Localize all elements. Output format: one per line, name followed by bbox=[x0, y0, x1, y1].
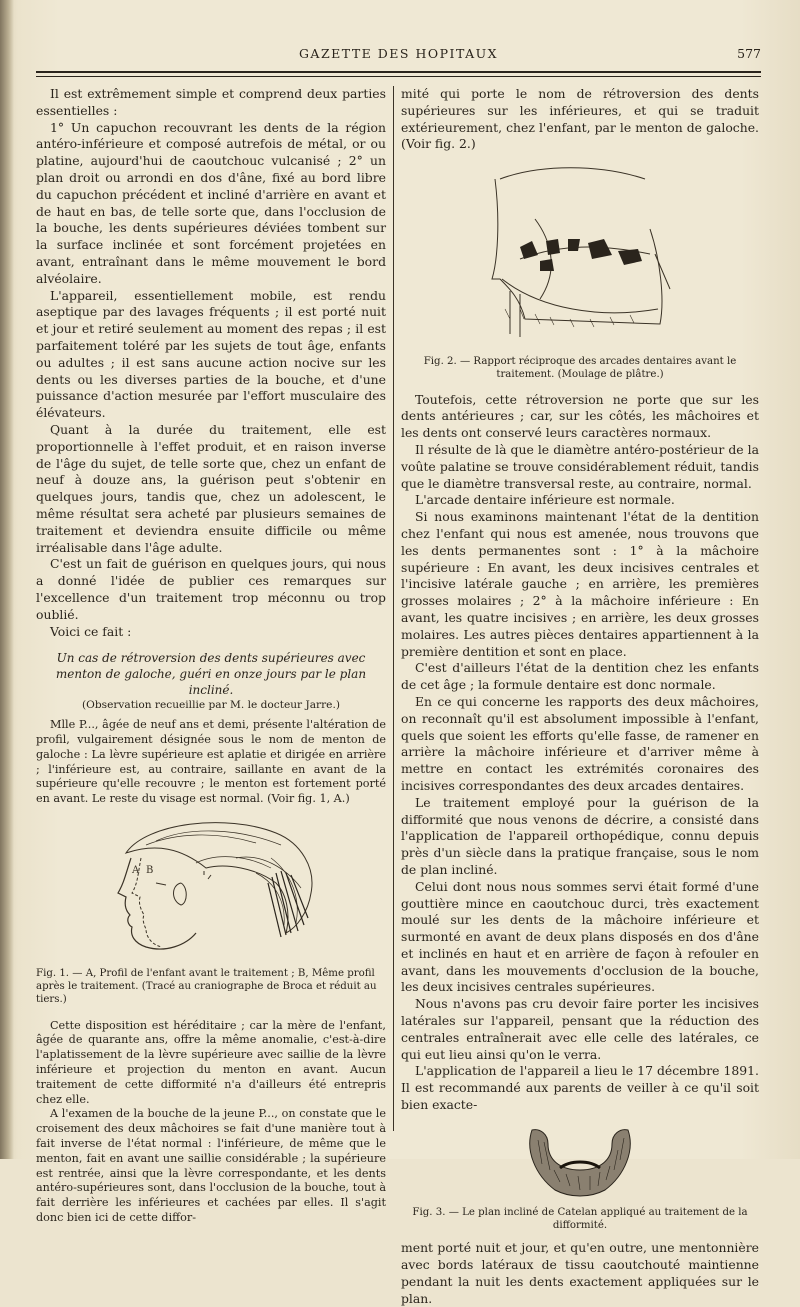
profile-sketch-image bbox=[86, 813, 336, 961]
paragraph: Nous n'avons pas cru devoir faire porter les incisives latérales sur l'appareil, pensant que la réduction des centrales entraînerait avec elle celle des latérales, ce qui eut lieu ainsi qu'on le verra. bbox=[401, 996, 759, 1062]
figure-1-profile-drawing bbox=[86, 813, 336, 961]
running-header bbox=[36, 46, 761, 66]
paragraph: Celui dont nous nous sommes servi était formé d'une gouttière mince en caoutchouc durci, très exactement moulé sur les dents de la mâchoire inférieure et surmonté en avant de deux plans disposés en dos d'âne et inclinés en haut et en arrière de façon à refouler en avant, dans les mouvements d'occlusion de la bouche, les deux incisives centrales supérieures. bbox=[401, 878, 759, 995]
paragraph: ment porté nuit et jour, et qu'en outre, une mentonnière avec bords latéraux de tissu caoutchouté maintienne pendant la nuit les dents exactement appliquées sur le plan. bbox=[401, 1240, 759, 1306]
paragraph: Toutefois, cette rétroversion ne porte que sur les dents antérieures ; car, sur les côtés, les mâchoires et les dents ont conservé leurs caractères normaux. bbox=[401, 391, 759, 441]
figure-label-b: B bbox=[146, 865, 154, 877]
paragraph: mité qui porte le nom de rétroversion des dents supérieures sur les inférieures, et qui se traduit extérieurement, chez l'enfant, par le menton de galoche. (Voir fig. 2.) bbox=[401, 86, 759, 152]
paragraph: L'appareil, essentiellement mobile, est rendu aseptique par des lavages fréquents ; il est porté nuit et jour et retiré seulement au moment des repas ; il est parfaitement toléré par les sujets de tout âge, enfants ou adultes ; il est sans aucune action nocive sur les dents ou les diverses parties de la bouche, et d'une puissance d'action mesurée par l'effort musculaire des élévateurs. bbox=[36, 287, 386, 421]
paragraph: Quant à la durée du traitement, elle est proportionnelle à l'effet produit, et en raison inverse de l'âge du sujet, de telle sorte que, chez un enfant de neuf à douze ans, la guérison peut s'obtenir en quelques jours, tandis que, chez un adolescent, le même résultat sera acheté par plusieurs semaines de traitement et deviendra ensuite difficile ou même irréalisable dans l'âge adulte. bbox=[36, 421, 386, 555]
header-rule-thin bbox=[36, 76, 761, 77]
case-title: Un cas de rétroversion des dents supérieures avec menton de galoche, guéri en onze jours par le plan incliné. bbox=[55, 651, 367, 698]
paragraph: C'est d'ailleurs l'état de la dentition chez les enfants de cet âge ; la formule dentaire est donc normale. bbox=[401, 660, 759, 693]
figure-2-plaster-cast-drawing bbox=[480, 159, 680, 349]
paragraph: A l'examen de la bouche de la jeune P..., on constate que le croisement des deux mâchoires se fait d'une manière tout à fait inverse de l'état normal : l'inférieure, de même que le menton, fait en avant une saillie considérable ; la supérieure est rentrée, ainsi que la lèvre correspondante, et les dents antéro-supérieures sont, dans l'occlusion de la bouche, tout à fait derrière les inférieures et cachées par elles. Il s'agit donc bien ici de cette diffor- bbox=[36, 1107, 386, 1225]
left-column bbox=[36, 86, 386, 1226]
paragraph: Cette disposition est héréditaire ; car la mère de l'enfant, âgée de quarante ans, offre la même anomalie, c'est-à-dire l'aplatissement de la lèvre supérieure avec saillie de la lèvre inférieure et projection du menton en avant. Aucun traitement de cette difformité n'a d'ailleurs été entrepris chez elle. bbox=[36, 1018, 386, 1106]
paragraph: Il est extrêmement simple et comprend deux parties essentielles : bbox=[36, 86, 386, 118]
paragraph: Voici ce fait : bbox=[50, 623, 132, 639]
journal-title: GAZETTE DES HOPITAUX bbox=[298, 46, 499, 61]
dental-cast-image bbox=[480, 159, 680, 349]
paragraph: 1° Un capuchon recouvrant les dents de la région antéro-inférieure et composé autrefois de métal, or ou platine, aujourd'hui de caoutchouc vulcanisé ; 2° un plan droit ou arrondi en dos d'âne, fixé au bord libre du capuchon précédent et incliné d'arrière en avant et de haut en bas, de telle sorte que, dans l'occlusion de la bouche, les dents supérieures déviées tombent sur la surface inclinée et sont forcément projetées en avant, entraînant dans le même mouvement le bord alvéolaire. bbox=[36, 119, 386, 286]
figure-3-caption: Fig. 3. — Le plan incliné de Catelan appliqué au traitement de la difformité. bbox=[412, 1206, 748, 1232]
paragraph: L'application de l'appareil a lieu le 17 décembre 1891. Il est recommandé aux parents de veiller à ce qu'il soit bien exacte- bbox=[401, 1063, 759, 1113]
paragraph: En ce qui concerne les rapports des deux mâchoires, on reconnaît qu'il est absolument impossible à l'enfant, quels que soient les efforts qu'elle fasse, de ramener en arrière la mâchoire inférieure et d'arriver même à mettre en contact les extrémités coronaires des incisives correspondantes des deux arcades dentaires. bbox=[401, 693, 759, 793]
figure-label-a: A bbox=[132, 865, 140, 877]
book-spine-shadow bbox=[0, 0, 14, 1159]
figure-2-caption: Fig. 2. — Rapport réciproque des arcades dentaires avant le traitement. (Moulage de plâtre.) bbox=[423, 356, 737, 381]
right-column bbox=[401, 86, 759, 1307]
page-number: 577 bbox=[737, 46, 761, 61]
observation-credit: (Observation recueillie par M. le docteur Jarre.) bbox=[82, 699, 340, 712]
paragraph: Il résulte de là que le diamètre antéro-postérieur de la voûte palatine se trouve considérablement réduit, tandis que le diamètre transversal reste, au contraire, normal. bbox=[401, 441, 759, 491]
figure-3-inclined-plane-drawing bbox=[520, 1120, 640, 1200]
paragraph: C'est un fait de guérison en quelques jours, qui nous a donné l'idée de publier ces remarques sur l'excellence d'un traitement trop méconnu ou trop oublié. bbox=[36, 556, 386, 622]
paragraph: Le traitement employé pour la guérison de la difformité que nous venons de décrire, a consisté dans l'application de l'appareil orthopédique, connu depuis près d'un siècle dans la pratique française, sous le nom de plan incliné. bbox=[401, 794, 759, 877]
figure-1-caption: Fig. 1. — A, Profil de l'enfant avant le traitement ; B, Même profil après le traitement. (Tracé au craniographe de Broca et réduit au tiers.) bbox=[36, 968, 377, 1006]
inclined-plane-image bbox=[520, 1120, 640, 1200]
paragraph: L'arcade dentaire inférieure est normale. bbox=[415, 492, 675, 508]
paragraph: Si nous examinons maintenant l'état de la dentition chez l'enfant qui nous est amenée, nous trouvons que les dents permanentes sont : 1° à la mâchoire supérieure : En avant, les deux incisives centrales et l'incisive latérale gauche ; en arrière, les premières grosses molaires ; 2° à la mâchoire inférieure : En avant, les quatre incisives ; en arrière, les deux grosses molaires. Les autres pièces dentaires appartiennent à la première dentition et sont en place. bbox=[401, 509, 759, 659]
paragraph: Mlle P..., âgée de neuf ans et demi, présente l'altération de profil, vulgairement désignée sous le nom de menton de galoche : La lèvre supérieure est aplatie et dirigée en arrière ; l'inférieure est, au contraire, saillante en avant de la supérieure qu'elle recouvre ; le menton est fortement porté en avant. Le reste du visage est normal. (Voir fig. 1, A.) bbox=[36, 718, 386, 806]
header-rule-thick bbox=[36, 71, 761, 73]
column-divider bbox=[393, 86, 394, 1131]
